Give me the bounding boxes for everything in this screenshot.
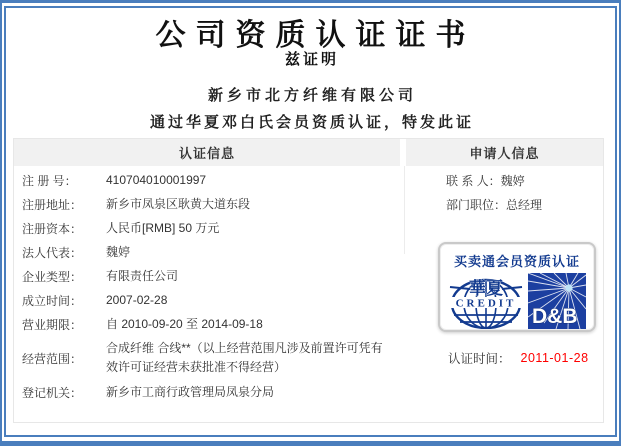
field-row-registration-number	[14, 168, 406, 192]
field-label: 成立时间：	[22, 293, 83, 308]
certificate-subtitle: 兹证明	[284, 52, 339, 68]
applicant-info-column	[406, 166, 603, 423]
dnb-logo-text: D&B	[532, 305, 578, 328]
field-label: 经营范围：	[22, 351, 83, 366]
credit-logo-huaxia-text: 華夏	[469, 279, 503, 298]
field-row-business-scope	[14, 336, 406, 380]
field-value: 自 2010-09-20 至 2014-09-18	[106, 316, 263, 331]
huaxia-credit-logo-icon	[448, 273, 524, 329]
field-label: 注册地址：	[22, 197, 83, 212]
field-value: 新乡市工商行政管理局凤泉分局	[106, 384, 275, 399]
field-label: 注 册 号：	[22, 173, 77, 188]
certification-time-row	[448, 349, 603, 367]
field-label: 法人代表：	[22, 245, 83, 260]
field-value: 魏婷	[500, 173, 525, 188]
field-label: 营业期限：	[22, 317, 83, 332]
field-value: 合成纤维 合线**（以上经营范围凡涉及前置许可凭有效许可证经营未获批准不得经营）	[106, 341, 383, 374]
table-body	[14, 166, 603, 423]
field-value: 有限责任公司	[106, 268, 179, 283]
dnb-logo-icon	[528, 273, 586, 329]
field-row-company-type	[14, 264, 406, 288]
field-row-legal-representative	[14, 240, 406, 264]
table-header-row	[14, 139, 603, 166]
field-row-department-position	[406, 192, 603, 216]
field-label: 部门职位：	[446, 197, 507, 212]
certification-time-value: 2011-01-28	[520, 351, 589, 365]
certificate-title: 公司资质认证证书	[155, 19, 476, 52]
field-label: 登记机关：	[22, 385, 83, 400]
badge-title: 买卖通会员资质认证	[453, 254, 580, 269]
field-row-business-term	[14, 312, 406, 336]
cert-info-column	[14, 166, 406, 423]
cert-info-header: 认证信息	[14, 139, 400, 166]
field-label: 联 系 人：	[446, 173, 501, 188]
info-table	[13, 138, 604, 423]
field-value: 人民币[RMB] 50 万元	[106, 220, 220, 235]
credit-logo-credit-text: CREDIT	[455, 297, 517, 310]
membership-certification-badge	[438, 242, 596, 332]
field-row-contact-person	[406, 168, 603, 192]
certification-statement: 通过华夏邓白氏会员资质认证，特发此证	[149, 114, 474, 131]
field-row-registration-authority	[14, 380, 406, 404]
field-value: 新乡市凤泉区耿黄大道东段	[106, 196, 251, 211]
field-value: 魏婷	[106, 244, 131, 259]
company-name: 新乡市北方纤维有限公司	[207, 87, 417, 104]
field-label: 注册资本：	[22, 221, 83, 236]
field-value: 410704010001997	[106, 172, 207, 187]
badge-logos	[440, 273, 594, 329]
field-row-registered-address	[14, 192, 406, 216]
field-row-registered-capital	[14, 216, 406, 240]
field-row-establishment-date	[14, 288, 406, 312]
field-label: 企业类型：	[22, 269, 83, 284]
applicant-info-header: 申请人信息	[406, 139, 603, 166]
certification-time-label: 认证时间：	[448, 352, 511, 366]
field-value: 总经理	[506, 197, 543, 212]
field-value: 2007-02-28	[106, 292, 168, 307]
